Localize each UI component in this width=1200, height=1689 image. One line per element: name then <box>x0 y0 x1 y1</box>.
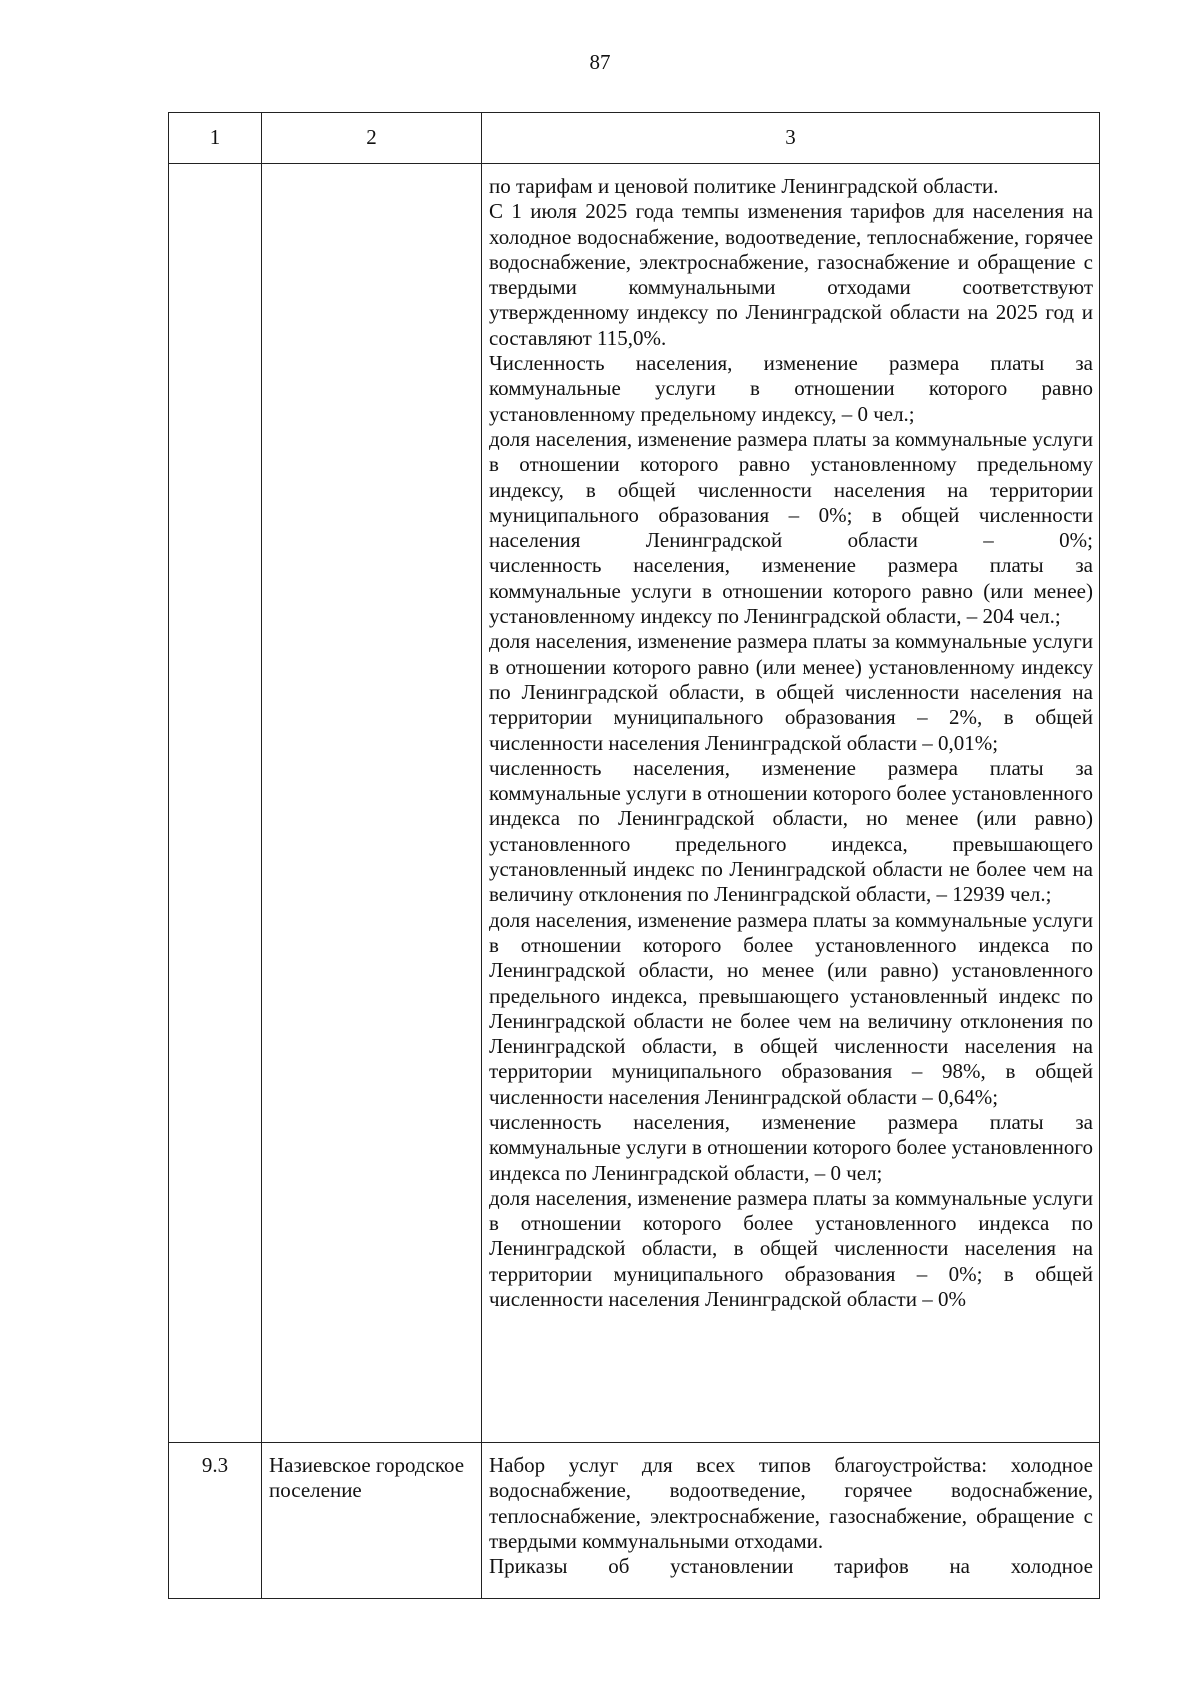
row-description-cell <box>482 1443 1100 1599</box>
paragraph: Набор услуг для всех типов благоустройства: холодное водоснабжение, водоотведение, горячее водоснабжение, теплоснабжение, электроснабжение, газоснабжение, обращение с твердыми коммунальными отходами. <box>489 1453 1093 1553</box>
table-row-continuation <box>169 164 1100 1443</box>
row-number-cell: 9.3 <box>169 1443 262 1599</box>
paragraph: Приказы об установлении тарифов на холодное <box>489 1554 1093 1579</box>
page-number: 87 <box>589 50 611 74</box>
paragraph: С 1 июля 2025 года темпы изменения тарифов для населения на холодное водоснабжение, водоотведение, теплоснабжение, горячее водоснабжение, электроснабжение, газоснабжение и обращение с твердыми коммунальными отходами соответствуют утвержденному индексу по Ленинградской области на 2025 год и составляют 115,0%. <box>489 199 1093 350</box>
row-name-cell <box>262 164 482 1443</box>
paragraph: Численность населения, изменение размера платы за коммунальные услуги в отношении которого равно установленному предельному индексу, – 0 чел.; <box>489 351 1093 426</box>
paragraph: численность населения, изменение размера платы за коммунальные услуги в отношении которого равно (или менее) установленному индексу по Ленинградской области, – 204 чел.; <box>489 553 1093 629</box>
row-name-cell: Назиевское городское поселение <box>262 1443 482 1599</box>
header-col-2: 2 <box>262 113 482 164</box>
row-number-cell <box>169 164 262 1443</box>
table-header-row <box>169 113 1100 164</box>
paragraph: по тарифам и ценовой политике Ленинградской области. <box>489 174 999 198</box>
paragraph: доля населения, изменение размера платы за коммунальные услуги в отношении которого равно установленному предельному индексу, в общей численности населения на территории муниципального образования – 0%; в общей численности населения Ленинградской области – 0%; <box>489 426 1093 553</box>
paragraph: доля населения, изменение размера платы за коммунальные услуги в отношении которого более установленного индекса по Ленинградской области, в общей численности населения на территории муниципального образования – 0%; в общей численности населения Ленинградской области – 0% <box>489 1185 1093 1312</box>
header-col-3: 3 <box>482 113 1100 164</box>
paragraph: доля населения, изменение размера платы за коммунальные услуги в отношении которого более установленного индекса по Ленинградской области, но менее (или равно) установленного предельного индекса, превышающего установленный индекс по Ленинградской области не более чем на величину отклонения по Ленинградской области, в общей численности населения на территории муниципального образования – 98%, в общей численности населения Ленинградской области – 0,64%; <box>489 907 1093 1109</box>
paragraph: численность населения, изменение размера платы за коммунальные услуги в отношении которого более установленного индекса по Ленинградской области, но менее (или равно) установленного предельного индекса, превышающего установленный индекс по Ленинградской области не более чем на величину отклонения по Ленинградской области, – 12939 чел.; <box>489 755 1093 907</box>
paragraph: доля населения, изменение размера платы за коммунальные услуги в отношении которого равно (или менее) установленному индексу по Ленинградской области, в общей численности населения на территории муниципального образования – 2%, в общей численности населения Ленинградской области – 0,01%; <box>489 629 1093 755</box>
row-description-cell <box>482 164 1100 1443</box>
paragraph: численность населения, изменение размера платы за коммунальные услуги в отношении которого более установленного индекса по Ленинградской области, – 0 чел; <box>489 1109 1093 1185</box>
header-col-1: 1 <box>169 113 262 164</box>
data-table <box>168 112 1100 1599</box>
table-row-9-3 <box>169 1443 1100 1599</box>
